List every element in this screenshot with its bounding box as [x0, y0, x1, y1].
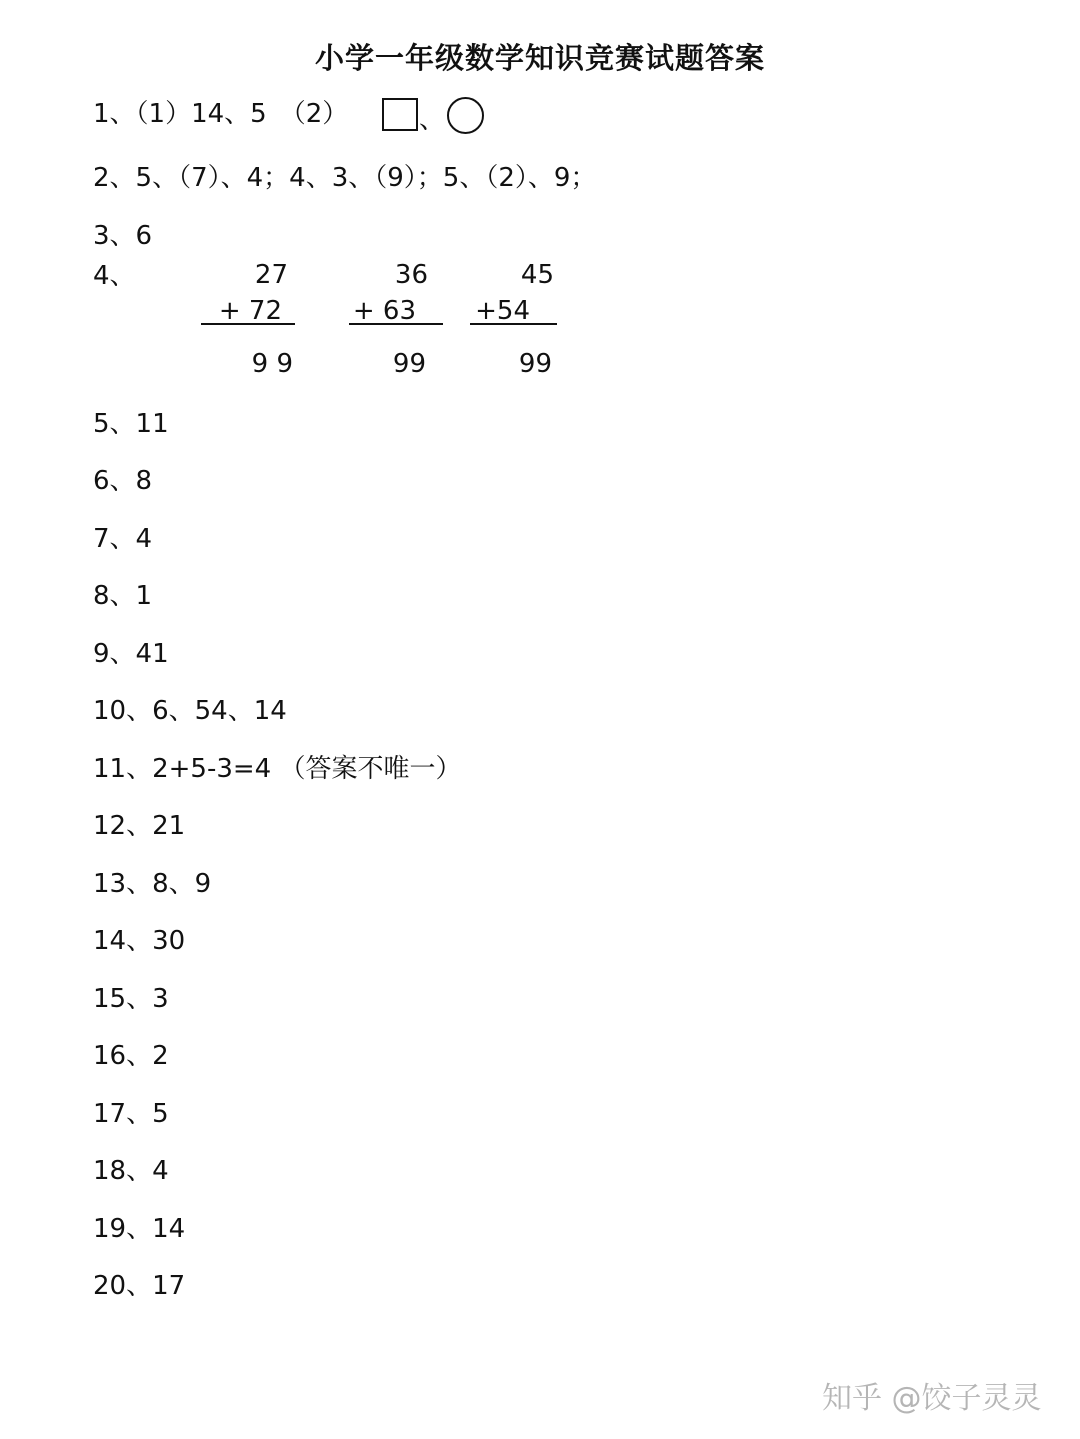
watermark: 知乎 @饺子灵灵 [822, 1381, 1042, 1416]
addition-2-result: 99 [392, 349, 426, 379]
answer-13: 13、8、9 [93, 869, 212, 899]
circle-shape-icon [447, 97, 484, 134]
answer-14: 14、30 [93, 926, 186, 956]
square-shape-icon [382, 98, 418, 131]
answer-1-text: 1、（1）14、5 （2） [93, 99, 349, 129]
answer-12: 12、21 [93, 811, 186, 841]
answer-4-label: 4、 [93, 261, 136, 291]
answer-3: 3、6 [93, 221, 153, 251]
answer-11: 11、2+5-3=4 （答案不唯一） [93, 754, 462, 784]
answer-20: 20、17 [93, 1271, 186, 1301]
addition-3-top: 45 [520, 260, 554, 290]
addition-3-result: 99 [518, 349, 552, 379]
answer-19: 19、14 [93, 1214, 186, 1244]
answer-2: 2、5、（7）、4；4、3、（9）；5、（2）、9； [93, 163, 597, 193]
answer-15: 15、3 [93, 984, 169, 1014]
answer-6: 6、8 [93, 466, 153, 496]
addition-1-addend: + 72 [218, 296, 282, 326]
addition-1-top: 27 [254, 260, 288, 290]
addition-2-addend: + 63 [352, 296, 416, 326]
answer-18: 18、4 [93, 1156, 169, 1186]
answer-16: 16、2 [93, 1041, 169, 1071]
addition-2-rule [349, 323, 443, 325]
page-title: 小学一年级数学知识竞赛试题答案 [314, 41, 765, 75]
answer-5: 5、11 [93, 409, 169, 439]
addition-1-result: 9 9 [251, 349, 293, 379]
addition-1-rule [201, 323, 295, 325]
answer-1-separator: 、 [419, 105, 446, 135]
answer-7: 7、4 [93, 524, 153, 554]
addition-2-top: 36 [394, 260, 428, 290]
answer-17: 17、5 [93, 1099, 169, 1129]
answer-10: 10、6、54、14 [93, 696, 287, 726]
answer-8: 8、1 [93, 581, 153, 611]
addition-3-rule [470, 323, 557, 325]
answer-9: 9、41 [93, 639, 169, 669]
addition-3-addend: +54 [475, 296, 530, 326]
